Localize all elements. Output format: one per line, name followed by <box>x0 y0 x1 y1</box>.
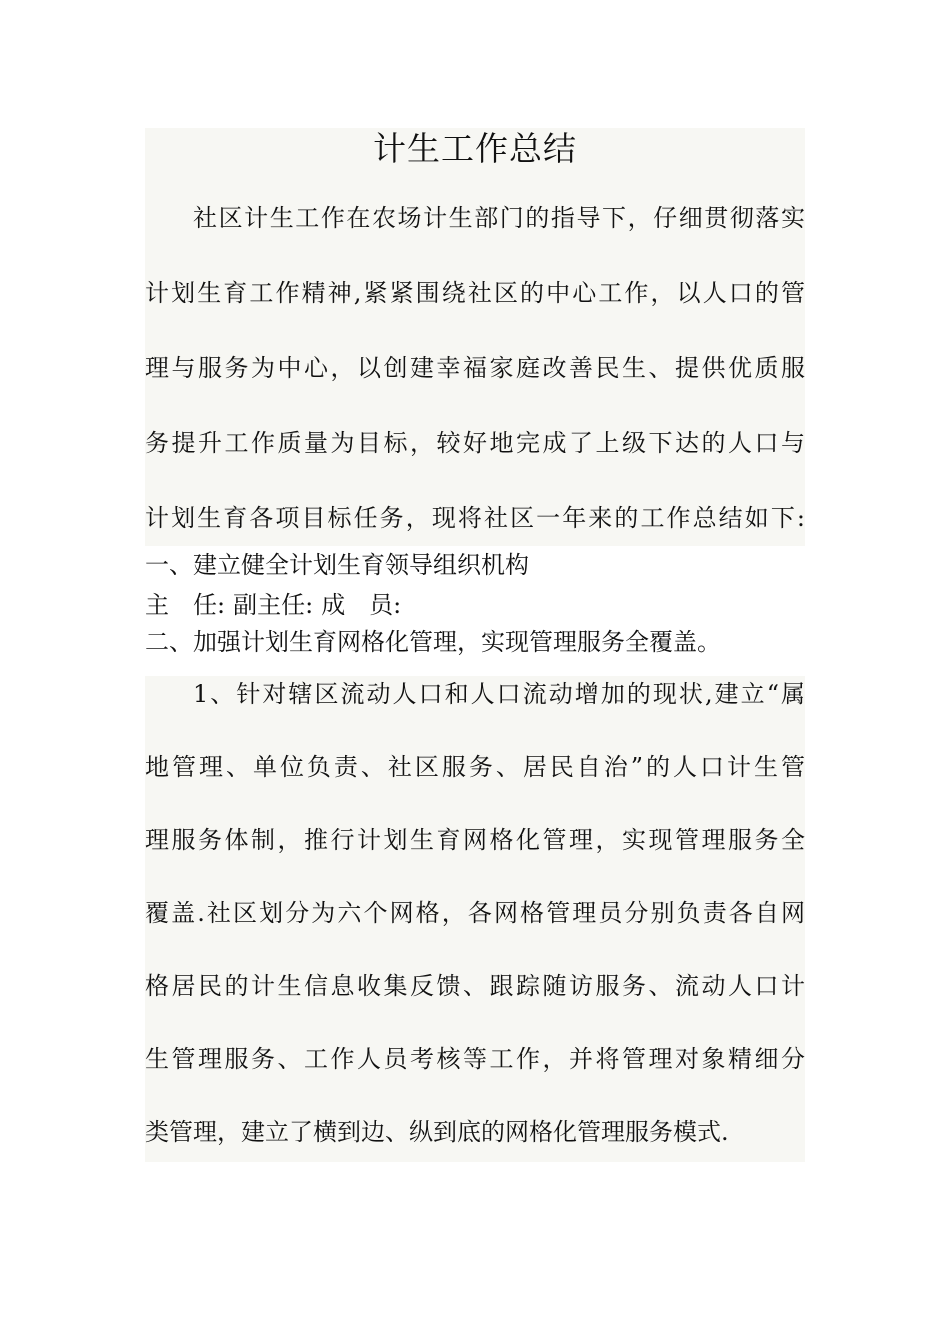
paragraph-line: 覆盖.社区划分为六个网格，各网格管理员分别负责各自网 <box>145 899 805 927</box>
paragraph-line: 格居民的计生信息收集反馈、跟踪随访服务、流动人口计 <box>145 972 805 1000</box>
committee-roles-line <box>145 590 401 620</box>
paragraph-line: 理与服务为中心，以创建幸福家庭改善民生、提供优质服 <box>145 354 805 382</box>
section-1-heading: 一、建立健全计划生育领导组织机构 <box>145 551 529 579</box>
role-director-label: 主 任: <box>145 591 226 619</box>
document-title: 计生工作总结 <box>373 129 577 168</box>
paragraph-line: 社区计生工作在农场计生部门的指导下，仔细贯彻落实 <box>193 204 805 232</box>
paragraph-line: 1、针对辖区流动人口和人口流动增加的现状,建立“属 <box>193 680 805 708</box>
paragraph-line: 理服务体制，推行计划生育网格化管理，实现管理服务全 <box>145 826 805 854</box>
role-deputy-label: 副主任: <box>233 591 314 619</box>
intro-paragraph <box>145 206 805 530</box>
paragraph-line: 计划生育各项目标任务，现将社区一年来的工作总结如下: <box>145 504 805 532</box>
paragraph-line: 计划生育工作精神,紧紧围绕社区的中心工作，以人口的管 <box>145 279 805 307</box>
paragraph-line: 类管理，建立了横到边、纵到底的网格化管理服务模式. <box>145 1118 729 1146</box>
paragraph-line: 生管理服务、工作人员考核等工作，并将管理对象精细分 <box>145 1045 805 1073</box>
role-members-label: 成 员: <box>321 591 402 619</box>
section-2-heading: 二、加强计划生育网格化管理，实现管理服务全覆盖。 <box>145 628 721 656</box>
section-2-paragraph <box>145 682 805 1144</box>
paragraph-line: 务提升工作质量为目标，较好地完成了上级下达的人口与 <box>145 429 805 457</box>
paragraph-line: 地管理、单位负责、社区服务、居民自治”的人口计生管 <box>145 753 805 781</box>
